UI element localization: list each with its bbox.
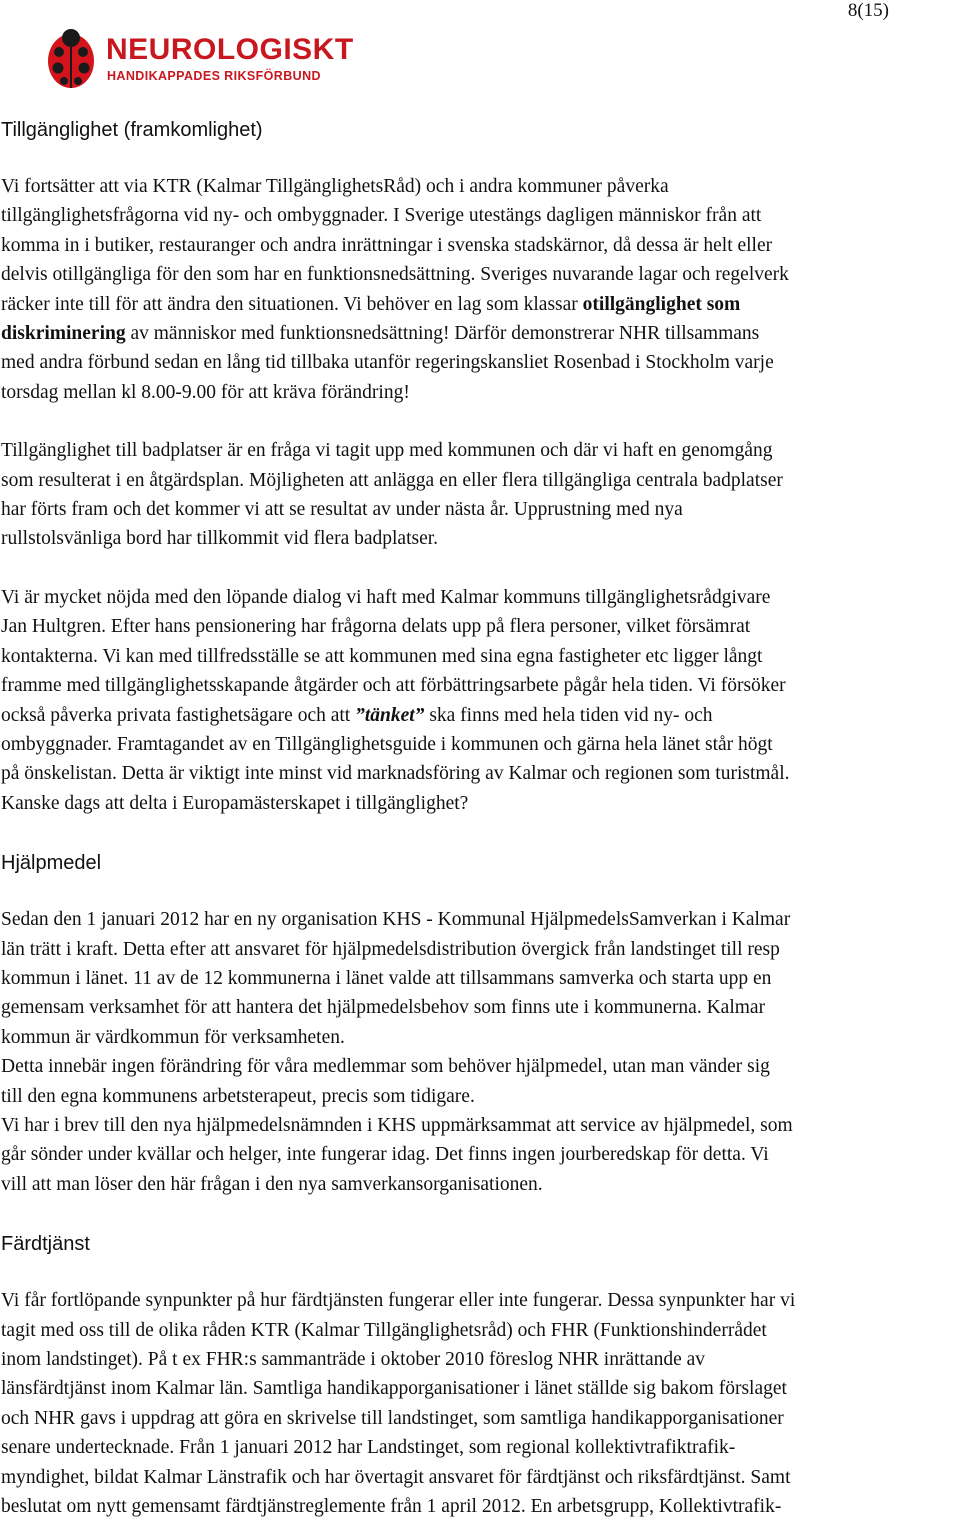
- text-line: [1, 290, 959, 319]
- text-line: delvis otillgängliga för den som har en funktionsnedsättning. Sveriges nuvarande lagar och regelverk: [1, 264, 789, 286]
- paragraph-fardtjanst: [1, 1286, 959, 1521]
- text-line: och NHR gavs i uppdrag att göra en skrivelse till landstinget, som samtliga handikapporganisationer: [1, 1407, 784, 1429]
- text-line: län trätt i kraft. Detta efter att ansvaret för hjälpmedelsdistribution övergick från landstinget till resp: [1, 938, 780, 960]
- ladybug-icon: [47, 28, 95, 90]
- text-line: kontakterna. Vi kan med tillfredsställe se att kommunen med sina egna fastigheter etc ligger långt: [1, 645, 763, 667]
- text-line: ombyggnader. Framtagandet av en Tillgänglighetsguide i kommunen och gärna hela länet står högt: [1, 733, 773, 755]
- text-line: med andra förbund sedan en lång tid tillbaka utanför regeringskansliet Rosenbad i Stockholm varje: [1, 352, 774, 374]
- text-line: torsdag mellan kl 8.00-9.00 för att kräva förändring!: [1, 381, 410, 403]
- section-heading-hjalpmedel: Hjälpmedel: [1, 852, 102, 875]
- text-line: myndighet, bildat Kalmar Länstrafik och har övertagit ansvaret för färdtjänst och riksfärdtjänst. Samt: [1, 1466, 791, 1488]
- page-number: 8(15): [847, 0, 889, 21]
- text-line: rullstolsvänliga bord har tillkommit vid flera badplatser.: [1, 528, 439, 550]
- logo-title: NEUROLOGISKT: [106, 33, 354, 66]
- text-line: Tillgänglighet till badplatser är en fråga vi tagit upp med kommunen och där vi haft en genomgång: [1, 440, 773, 462]
- text-line: Vi är mycket nöjda med den löpande dialog vi haft med Kalmar kommuns tillgänglighetsrådgivare: [1, 586, 771, 608]
- text-line: tagit med oss till de olika råden KTR (Kalmar Tillgänglighetsråd) och FHR (Funktionshinderrådet: [1, 1319, 767, 1341]
- text-run: räcker inte till för att ändra den situationen. Vi behöver en lag som klassar: [1, 293, 583, 315]
- bold-italic-text-run: ”tänket”: [355, 704, 425, 726]
- text-line: senare undertecknade. Från 1 januari 2012 har Landstinget, som regional kollektivtrafiktrafik-: [1, 1437, 736, 1459]
- text-line: [1, 701, 959, 730]
- paragraph-hjalpmedel: [1, 905, 959, 1199]
- bold-text-run: diskriminering: [1, 323, 126, 345]
- text-line: som resulterat i en åtgärdsplan. Möjligheten att anlägga en eller flera tillgängliga centrala badplatser: [1, 469, 783, 491]
- paragraph-tillganglighet-1: [1, 172, 959, 407]
- text-line: inom landstinget). På t ex FHR:s sammanträde i oktober 2010 föreslog NHR inrättande av: [1, 1349, 706, 1370]
- bold-text-run: otillgänglighet som: [582, 293, 741, 315]
- text-line: Vi får fortlöpande synpunkter på hur färdtjänsten fungerar eller inte fungerar. Dessa synpunkter har vi: [1, 1290, 796, 1312]
- text-line: Kanske dags att delta i Europamästerskapet i tillgänglighet?: [1, 792, 469, 814]
- paragraph-tillganglighet-3: [1, 583, 959, 818]
- logo-subtitle: HANDIKAPPADES RIKSFÖRBUND: [107, 69, 321, 83]
- text-line: komma in i butiker, restauranger och andra inrättningar i svenska stadskärnor, då dessa är helt eller: [1, 234, 773, 256]
- section-heading-tillganglighet: Tillgänglighet (framkomlighet): [1, 119, 263, 141]
- text-line: Vi har i brev till den nya hjälpmedelsnämnden i KHS uppmärksammat att service av hjälpmedel, som: [1, 1114, 793, 1136]
- text-line: Vi fortsätter att via KTR (Kalmar TillgänglighetsRåd) och i andra kommuner påverka: [1, 176, 669, 197]
- text-line: kommun är värdkommun för verksamheten.: [1, 1026, 345, 1048]
- text-line: beslutat om nytt gemensamt färdtjänstreglemente från 1 april 2012. En arbetsgrupp, Kollektivtrafik-: [1, 1496, 782, 1518]
- text-line: vill att man löser den här frågan i den nya samverkansorganisationen.: [1, 1173, 543, 1195]
- text-line: gemensam verksamhet för att hantera det hjälpmedelsbehov som finns ute i kommunerna. Kalmar: [1, 997, 766, 1019]
- text-line: Sedan den 1 januari 2012 har en ny organisation KHS - Kommunal HjälpmedelsSamverkan i Kalmar: [1, 909, 791, 931]
- text-line: har förts fram och det kommer vi att se resultat av under nästa år. Upprustning med nya: [1, 499, 683, 521]
- text-line: tillgänglighetsfrågorna vid ny- och ombyggnader. I Sverige utestängs dagligen människor från att: [1, 205, 762, 227]
- text-line: går sönder under kvällar och helger, inte fungerar idag. Det finns ingen jourberedskap för detta. Vi: [1, 1144, 769, 1166]
- organization-logo: [47, 25, 392, 91]
- text-run: också påverka privata fastighetsägare och att: [1, 704, 356, 726]
- text-line: till den egna kommunens arbetsterapeut, precis som tidigare.: [1, 1085, 475, 1107]
- text-line: kommun i länet. 11 av de 12 kommunerna i länet valde att tillsammans samverka och starta upp en: [1, 967, 772, 989]
- text-line: [1, 319, 959, 348]
- text-line: framme med tillgänglighetsskapande åtgärder och att förbättringsarbete pågår hela tiden. Vi försöker: [1, 675, 786, 697]
- text-run: av människor med funktionsnedsättning! Därför demonstrerar NHR tillsammans: [125, 323, 760, 345]
- paragraph-tillganglighet-2: [1, 436, 959, 554]
- document-body: [1, 117, 959, 1521]
- text-line: Jan Hultgren. Efter hans pensionering har frågorna delats upp på flera personer, vilket försämrat: [1, 616, 751, 638]
- text-line: länsfärdtjänst inom Kalmar län. Samtliga handikapporganisationer i länet ställde sig bakom förslaget: [1, 1378, 787, 1400]
- text-line: Detta innebär ingen förändring för våra medlemmar som behöver hjälpmedel, utan man vänder sig: [1, 1056, 770, 1078]
- section-heading-fardtjanst: Färdtjänst: [1, 1233, 90, 1256]
- text-run: ska finns med hela tiden vid ny- och: [424, 704, 713, 726]
- text-line: på önskelistan. Detta är viktigt inte minst vid marknadsföring av Kalmar och regionen som turistmål.: [1, 763, 790, 785]
